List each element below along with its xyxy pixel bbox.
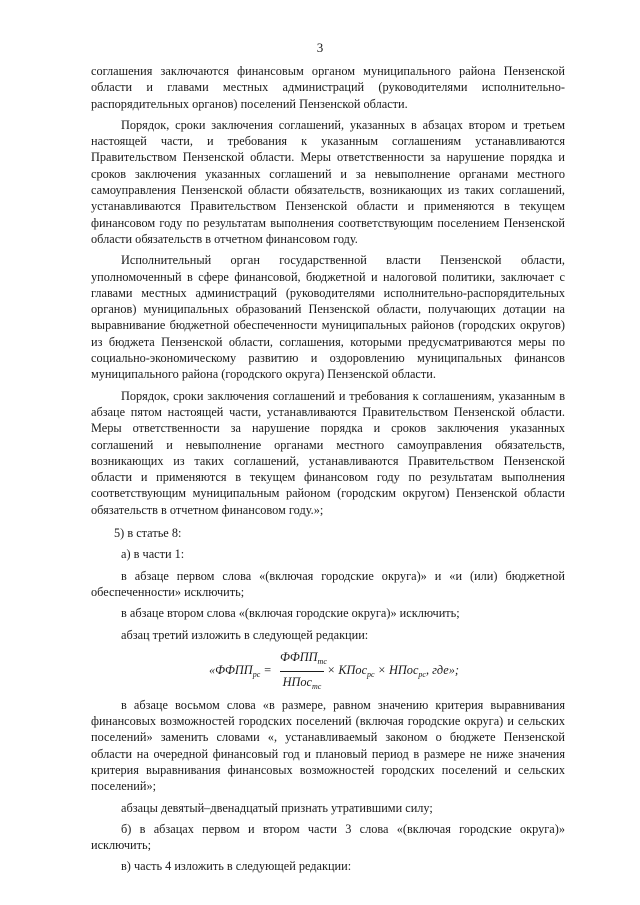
paragraph: в) часть 4 изложить в следующей редакции: bbox=[121, 859, 352, 874]
formula-numerator: $ФФПП_{тс}$ bbox=[280, 649, 324, 672]
paragraph: в абзаце втором слова «(включая городские округа)» исключить; bbox=[121, 606, 460, 621]
list-item: 5) в статье 8: bbox=[114, 526, 182, 541]
paragraph: в абзаце восьмом слова «в размере, равном значению критерия выравнивания финансовых возможностей городских поселений (включая городские округа) и сельских поселений» заменить словами «, устанавливаемый законом о бюджете Пензенской области на очередной финансовый год и плановый период в размере не ниже значения критерия выравнивания финансовых возможностей городских поселений и сельских поселений»; bbox=[91, 697, 565, 794]
paragraph: б) в абзацах первом и втором части 3 слова «(включая городские округа)» исключить; bbox=[91, 821, 565, 853]
paragraph: абзац третий изложить в следующей редакции: bbox=[121, 627, 369, 642]
paragraph: в абзаце первом слова «(включая городские округа)» и «и (или) бюджетной обеспеченности» исключить; bbox=[91, 568, 565, 599]
paragraph: абзацы девятый–двенадцатый признать утратившими силу; bbox=[121, 800, 433, 815]
formula-denominator: НПос$_{тс}$ bbox=[282, 675, 322, 692]
paragraph: соглашения заключаются финансовым органом муниципального района Пензенской области и главами местных администраций (руководителями исполнительно-распорядительных органов) поселений Пензенской области. bbox=[91, 64, 565, 111]
paragraph: Порядок, сроки заключения соглашений и требования к соглашениям, указанным в абзаце пятом настоящей части, устанавливаются Правительством Пензенской области. Меры ответственности за нарушение порядка и сроков заключения указанных соглашений и невыполнение органами местного самоуправления обязательств, возникающих из таких соглашений, устанавливаются Правительством Пензенской области и применяются в текущем финансовом году по результатам выполнения соответствующим муниципальным районом (городским округом) Пензенской области обязательств в отчетном финансовом году.»; bbox=[91, 388, 565, 517]
formula bbox=[91, 649, 565, 691]
paragraph: Порядок, сроки заключения соглашений, указанных в абзацах втором и третьем настоящей части, и требования к указанным соглашениям устанавливаются Правительством Пензенской области. Меры ответственности за нарушение порядка и сроков заключения указанных соглашений и за невыполнение органами местного самоуправления Пензенской области обязательств, возникающих из таких соглашений, устанавливаются Правительством Пензенской области и применяются в текущем финансовом году по результатам выполнения соответствующим поселением Пензенской области обязательств в отчетном финансовом году. bbox=[91, 117, 565, 246]
formula-fraction bbox=[280, 649, 327, 696]
document-body bbox=[91, 63, 565, 875]
formula-rhs: × КПос$_{рс}$ × НПос$_{рс}$, где»; bbox=[327, 662, 460, 679]
formula-lhs: «$ФФПП_{рс}$ = bbox=[209, 662, 272, 679]
paragraph: Исполнительный орган государственной власти Пензенской области, уполномоченный в сфере финансовой, бюджетной и налоговой политики, заключает с главами местных администраций (руководителями исполнительно-распорядительных органов) муниципальных образований Пензенской области, получающих дотации на выравнивание бюджетной обеспеченности муниципальных районов (городских округов) из бюджета Пензенской области, соглашения, которыми предусматриваются меры по социально-экономическому развитию и оздоровлению муниципальных финансов муниципального района (городского округа) Пензенской области. bbox=[91, 253, 565, 382]
page-number: 3 bbox=[316, 40, 324, 55]
list-item: а) в части 1: bbox=[121, 547, 185, 562]
